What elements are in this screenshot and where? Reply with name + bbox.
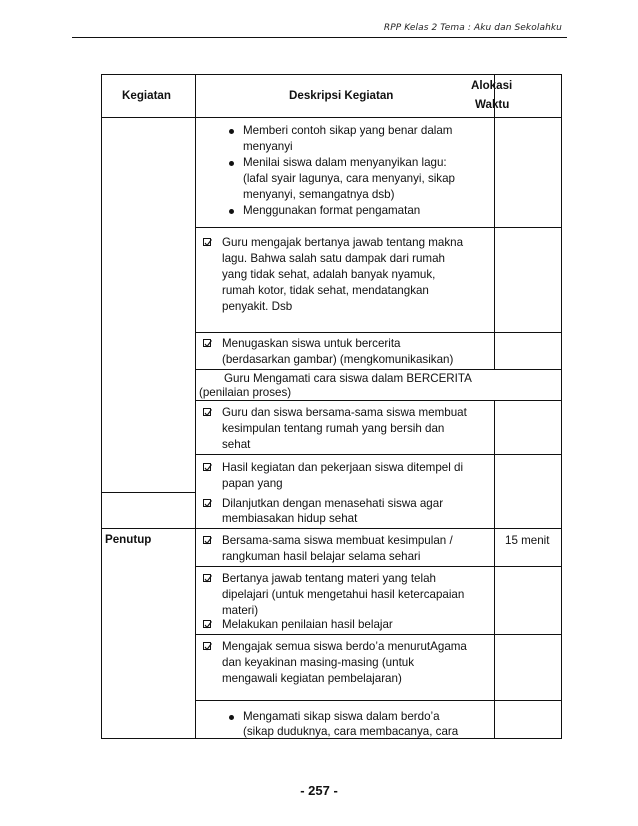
list-item: Memberi contoh sikap yang benar dalam bbox=[243, 124, 453, 137]
list-item: (penilaian proses) bbox=[199, 386, 292, 399]
list-item: Guru dan siswa bersama-sama siswa membuat bbox=[222, 406, 467, 419]
list-item: kesimpulan tentang rumah yang bersih dan bbox=[222, 422, 445, 435]
row-line bbox=[195, 634, 562, 635]
list-item: yang tidak sehat, adalah banyak nyamuk, bbox=[222, 268, 436, 281]
checkbox-icon bbox=[203, 642, 211, 650]
row-line bbox=[195, 566, 562, 567]
column-header-waktu: Waktu bbox=[475, 98, 510, 111]
list-item: mengawali kegiatan pembelajaran) bbox=[222, 672, 402, 685]
checkbox-icon bbox=[203, 238, 211, 246]
bullet-icon bbox=[229, 161, 234, 166]
list-item: Guru Mengamati cara siswa dalam BERCERITA bbox=[224, 372, 472, 385]
bullet-icon bbox=[229, 715, 234, 720]
col-divider-2 bbox=[494, 74, 495, 369]
list-item: membiasakan hidup sehat bbox=[222, 512, 358, 525]
list-item: menyanyi bbox=[243, 140, 293, 153]
list-item: Mengajak semua siswa berdo’a menurutAgama bbox=[222, 640, 467, 653]
list-item: dipelajari (untuk mengetahui hasil ketercapaian bbox=[222, 588, 465, 601]
col-divider-2b bbox=[494, 400, 495, 739]
col-divider-1 bbox=[195, 74, 196, 739]
list-item: dan keyakinan masing-masing (untuk bbox=[222, 656, 415, 669]
list-item: Guru mengajak bertanya jawab tentang makna bbox=[222, 236, 464, 249]
column-header-alokasi: Alokasi bbox=[471, 79, 513, 92]
checkbox-icon bbox=[203, 574, 211, 582]
checkbox-icon bbox=[203, 339, 211, 347]
list-item: Dilanjutkan dengan menasehati siswa agar bbox=[222, 497, 444, 510]
checkbox-icon bbox=[203, 620, 211, 628]
bullet-icon bbox=[229, 209, 234, 214]
list-item: penyakit. Dsb bbox=[222, 300, 293, 313]
list-item: (sikap duduknya, cara membacanya, cara bbox=[243, 725, 459, 738]
list-item: Bertanya jawab tentang materi yang telah bbox=[222, 572, 436, 585]
row-line bbox=[195, 369, 562, 370]
list-item: Menugaskan siswa untuk bercerita bbox=[222, 337, 401, 350]
list-item: rumah kotor, tidak sehat, mendatangkan bbox=[222, 284, 429, 297]
list-item: menyanyi, semangatnya dsb) bbox=[243, 188, 395, 201]
row-line bbox=[195, 700, 562, 701]
list-item: rangkuman hasil belajar selama sehari bbox=[222, 550, 421, 563]
checkbox-icon bbox=[203, 408, 211, 416]
list-item: Bersama-sama siswa membuat kesimpulan / bbox=[222, 534, 453, 547]
row-line bbox=[195, 332, 562, 333]
checkbox-icon bbox=[203, 536, 211, 544]
row-line bbox=[195, 227, 562, 228]
bullet-icon bbox=[229, 129, 234, 134]
page-number: - 257 - bbox=[300, 783, 338, 798]
list-item: Hasil kegiatan dan pekerjaan siswa ditempel di bbox=[222, 461, 464, 474]
list-item: lagu. Bahwa salah satu dampak dari rumah bbox=[222, 252, 445, 265]
column-header-kegiatan: Kegiatan bbox=[122, 89, 171, 102]
list-item: sehat bbox=[222, 438, 251, 451]
list-item: Menggunakan format pengamatan bbox=[243, 204, 421, 217]
section-label-penutup: Penutup bbox=[105, 533, 152, 546]
header-rule bbox=[72, 37, 567, 38]
checkbox-icon bbox=[203, 499, 211, 507]
checkbox-icon bbox=[203, 463, 211, 471]
row-line bbox=[101, 492, 195, 493]
row-line bbox=[195, 454, 562, 455]
list-item: (berdasarkan gambar) (mengkomunikasikan) bbox=[222, 353, 454, 366]
section-line bbox=[101, 528, 562, 529]
column-header-deskripsi: Deskripsi Kegiatan bbox=[289, 89, 394, 102]
list-item: materi) bbox=[222, 604, 259, 617]
list-item: Mengamati sikap siswa dalam berdo’a bbox=[243, 710, 440, 723]
list-item: (lafal syair lagunya, cara menyanyi, sikap bbox=[243, 172, 456, 185]
list-item: Menilai siswa dalam menyanyikan lagu: bbox=[243, 156, 447, 169]
list-item: Melakukan penilaian hasil belajar bbox=[222, 618, 393, 631]
list-item: papan yang bbox=[222, 477, 283, 490]
running-header: RPP Kelas 2 Tema : Aku dan Sekolahku bbox=[383, 23, 562, 33]
header-row-bottom bbox=[101, 117, 562, 118]
time-allocation: 15 menit bbox=[505, 534, 550, 547]
